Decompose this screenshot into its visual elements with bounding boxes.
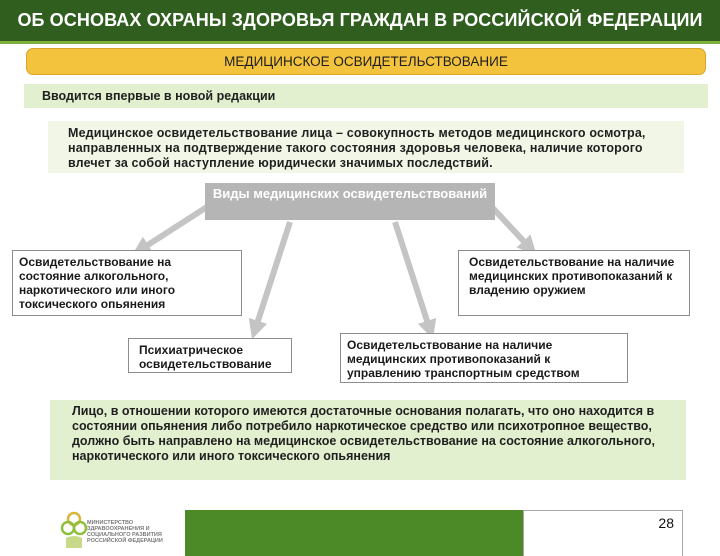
ministry-emblem-icon	[60, 510, 88, 550]
footer-bar	[185, 510, 523, 556]
ministry-logo	[60, 506, 184, 556]
type-driving-box: Освидетельствование на наличие медицинских противопоказаний к управлению транспортным средством	[340, 333, 628, 383]
type-psychiatric-box: Психиатрическое освидетельствование	[128, 338, 292, 373]
arrow-to-weapons	[490, 205, 530, 248]
types-root-box: Виды медицинских освидетельствований	[205, 183, 495, 220]
arrow-to-intoxication	[140, 205, 210, 250]
arrow-to-driving	[395, 222, 430, 330]
page-number	[523, 510, 683, 556]
section-title: МЕДИЦИНСКОЕ ОСВИДЕТЕЛЬСТВОВАНИЕ	[26, 48, 706, 75]
page-title: ОБ ОСНОВАХ ОХРАНЫ ЗДОРОВЬЯ ГРАЖДАН В РОССИЙСКОЙ ФЕДЕРАЦИИ	[0, 0, 720, 44]
arrow-to-psychiatric	[255, 222, 290, 330]
definition-text: Медицинское освидетельствование лица – совокупность методов медицинского осмотра, направленных на подтверждение такого состояния здоровья человека, наличие которого влечет за собой наступление юридически значимых последствий.	[48, 121, 684, 173]
new-edition-note: Вводится впервые в новой редакции	[24, 84, 708, 108]
type-intoxication-box: Освидетельствование на состояние алкогольного, наркотического или иного токсического опьянения	[12, 250, 242, 316]
ministry-name: МИНИСТЕРСТВО ЗДРАВООХРАНЕНИЯ И СОЦИАЛЬНОГО РАЗВИТИЯ РОССИЙСКОЙ ФЕДЕРАЦИИ	[87, 520, 163, 544]
type-weapons-box: Освидетельствование на наличие медицинских противопоказаний к владению оружием	[458, 250, 690, 316]
conclusion-text: Лицо, в отношении которого имеются достаточные основания полагать, что оно находится в состоянии опьянения либо потребило наркотическое средство или психотропное вещество, должно быть направлено на медицинское освидетельствование на состояние алкогольного, наркотического или иного токсического опьянения	[50, 400, 686, 480]
page-number-label: 28	[658, 515, 674, 531]
